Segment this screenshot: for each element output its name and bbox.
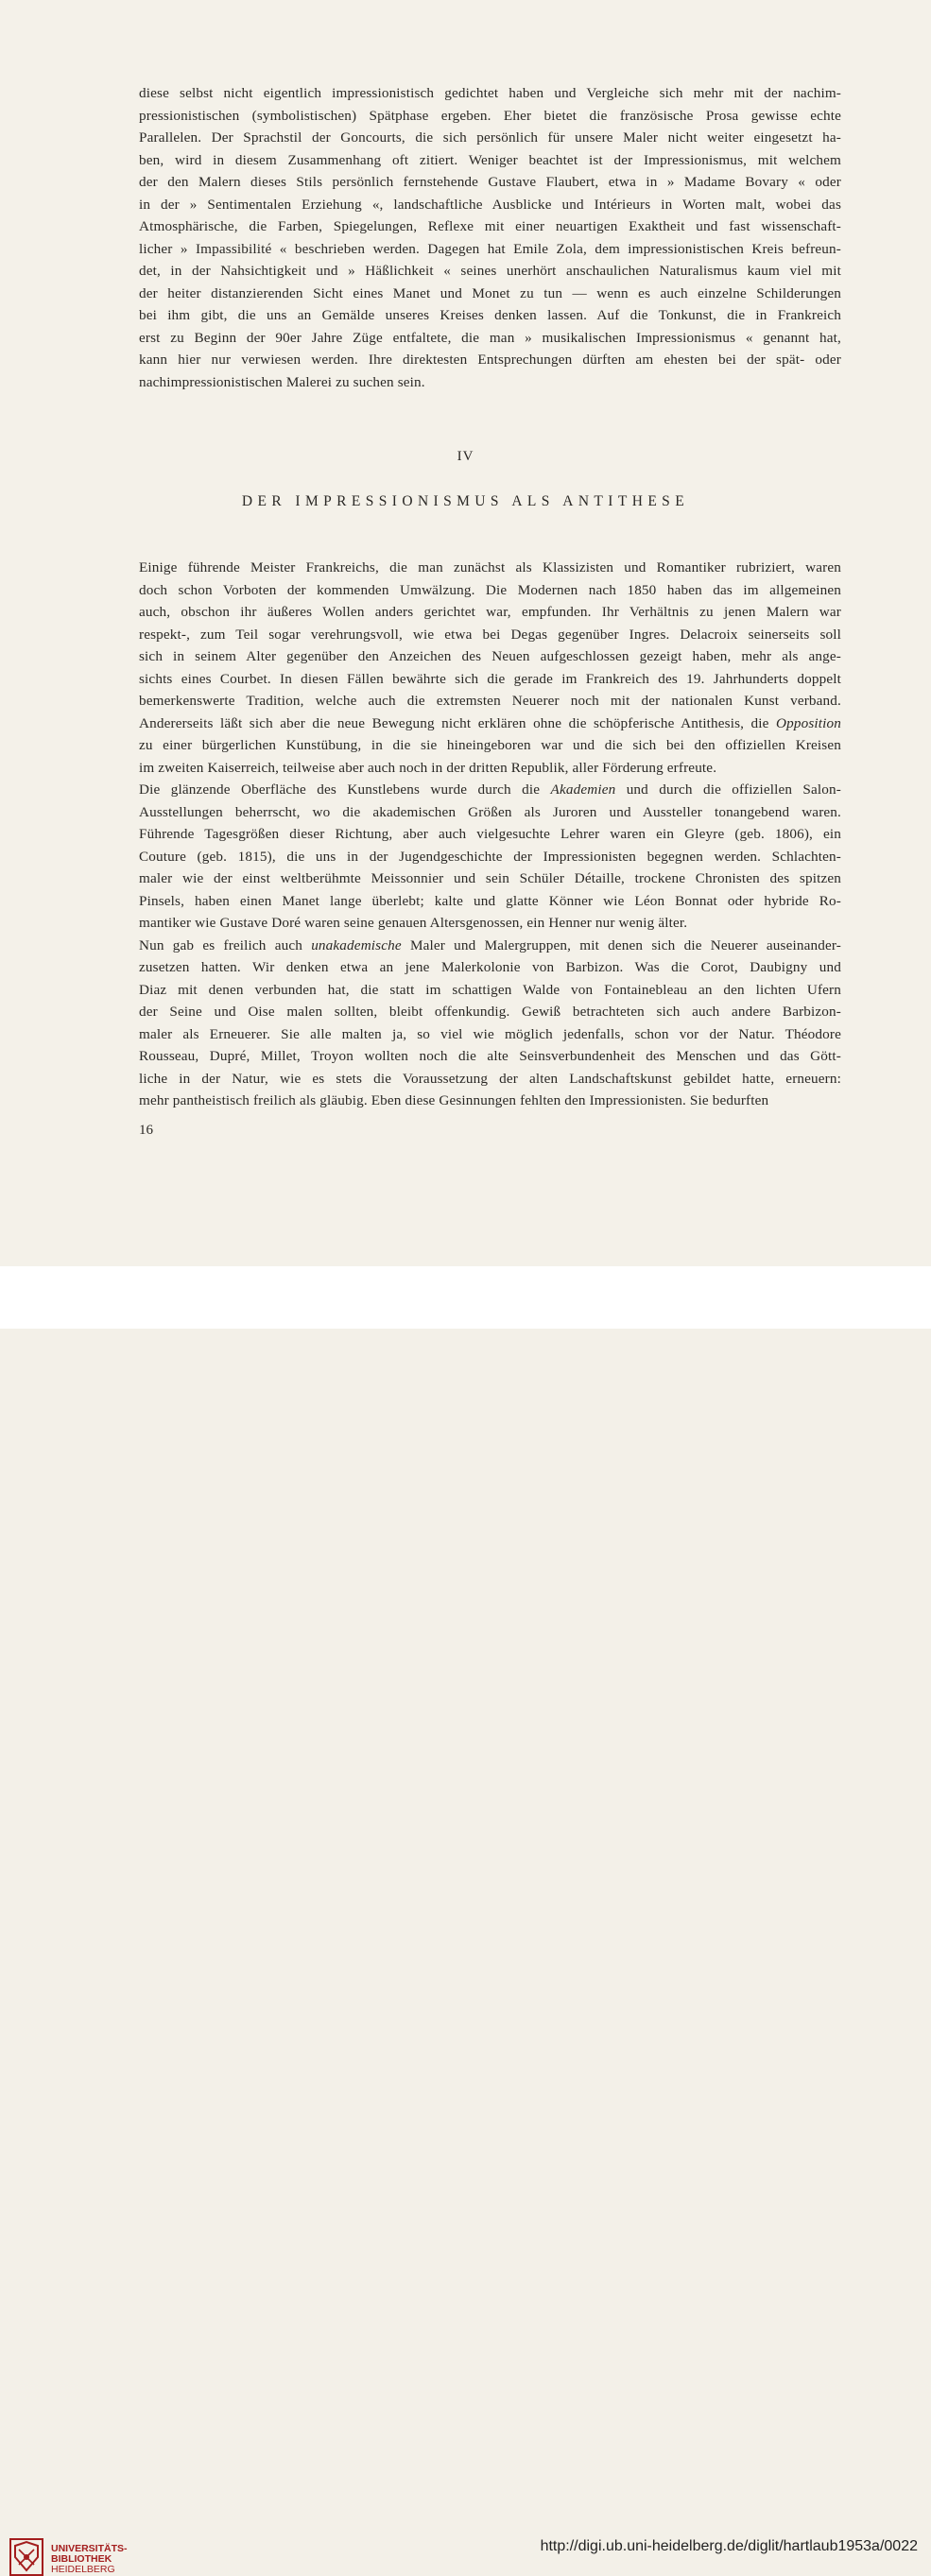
text-line: zusetzen hatten. Wir denken etwa an jene Malerkolonie von Barbizon. Was die Corot, Daubigny und (139, 959, 841, 975)
text-line: diese selbst nicht eigentlich impressionistisch gedichtet haben und Vergleiche sich mehr mit der nachim- (139, 85, 841, 101)
text-line: det, in der Nahsichtigkeit und » Häßlichkeit « seines unerhört anschaulichen Naturalismus kaum viel mit (139, 263, 841, 279)
book-page (0, 0, 931, 1266)
text-line: Nun gab es freilich auch unakademische Maler und Malergruppen, mit denen sich die Neuerer auseinander- (139, 936, 841, 953)
library-logo-text (51, 2544, 128, 2575)
text-line: Die glänzende Oberfläche des Kunstlebens wurde durch die Akademien und durch die offiziellen Salon- (139, 781, 841, 798)
text-line: im zweiten Kaiserreich, teilweise aber auch noch in der dritten Republik, aller Förderung erfreute. (139, 759, 717, 776)
university-seal-icon (9, 2538, 43, 2576)
text-line: bemerkenswerte Tradition, welche auch die extremsten Neuerer noch mit der nationalen Kunst verband. (139, 693, 841, 709)
text-line: Ausstellungen beherrscht, wo die akademischen Größen als Juroren und Aussteller tonangebend waren. (139, 803, 841, 820)
text-line: maler wie der einst weltberühmte Meissonnier und sein Schüler Détaille, trockene Chronisten des spitzen (139, 870, 841, 886)
text-line: Parallelen. Der Sprachstil der Goncourts, die sich persönlich für unsere Maler nicht weiter eingesetzt ha- (139, 129, 841, 146)
text-line: Führende Tagesgrößen dieser Richtung, aber auch vielgesuchte Lehrer waren ein Gleyre (geb. 1806), ein (139, 826, 841, 842)
text-line: maler als Erneuerer. Sie alle malten ja, so viel wie möglich jedenfalls, schon vor der Natur. Théodore (139, 1025, 841, 1042)
source-url-link[interactable]: http://digi.ub.uni-heidelberg.de/diglit/hartlaub1953a/0022 (540, 2538, 918, 2554)
text-line: bei ihm gibt, die uns an Gemälde unseres Kreises denken lassen. Auf die Tonkunst, die in Frankreich (139, 307, 841, 323)
text-line: pressionistischen (symbolistischen) Spätphase ergeben. Eher bietet die französische Prosa gewisse echte (139, 107, 841, 124)
text-line: erst zu Beginn der 90er Jahre Züge entfaltete, die man » musikalischen Impressionismus « genannt hat, (139, 329, 841, 346)
text-line: Einige führende Meister Frankreichs, die man zunächst als Klassizisten und Romantiker rubriziert, waren (139, 559, 841, 575)
text-line: Rousseau, Dupré, Millet, Troyon wollten noch die alte Seinsverbundenheit des Menschen und das Gött- (139, 1048, 841, 1064)
footer-bar (0, 1266, 931, 2575)
library-name-line-1: UNIVERSITÄTS- (51, 2543, 128, 2554)
text-line: mehr pantheistisch freilich als gläubig. Eben diese Gesinnungen fehlten den Impressionisten. Sie bedurften (139, 1092, 769, 1108)
section-number: IV (457, 449, 474, 464)
text-line: respekt-, zum Teil sogar verehrungsvoll, wie etwa bei Degas gegenüber Ingres. Delacroix seinerseits soll (139, 626, 841, 643)
text-line: Diaz mit denen verbunden hat, die statt im schattigen Walde von Fontainebleau an den lichten Ufern (139, 981, 841, 998)
text-line: der Seine und Oise malen sollten, bleibt offenkundig. Gewiß betrachteten sich auch andere Barbizon- (139, 1004, 841, 1020)
text-line: zu einer bürgerlichen Kunstübung, in die sie hineingeboren war und die sich bei den offiziellen Kreisen (139, 737, 841, 753)
text-line: der heiter distanzierenden Sicht eines Manet und Monet zu tun — wenn es auch einzelne Schilderungen (139, 284, 841, 301)
text-line: Atmosphärische, die Farben, Spiegelungen, Reflexe mit einer neuartigen Exaktheit und fast wissenschaft- (139, 218, 841, 234)
text-line: licher » Impassibilité « beschrieben werden. Dagegen hat Emile Zola, dem impressionistischen Kreis befreun- (139, 240, 841, 257)
library-name-line-3: HEIDELBERG (51, 2564, 115, 2575)
text-line: Pinsels, haben einen Manet lange überlebt; kalte und glatte Könner wie Léon Bonnat oder hybride Ro- (139, 892, 841, 909)
text-line: sichts eines Courbet. In diesen Fällen bewährte sich die gerade im Frankreich des 19. Jahrhunderts doppelt (139, 670, 841, 687)
text-line: mantiker wie Gustave Doré waren seine genauen Altersgenossen, ein Henner nur wenig älter. (139, 915, 688, 931)
text-line: kann hier nur verwiesen werden. Ihre direktesten Entsprechungen dürften am ehesten bei der spät- oder (139, 352, 841, 368)
text-line: auch, obschon ihr äußeres Wollen anders gerichtet war, empfunden. Ihr Verhältnis zu jenen Malern war (139, 604, 841, 620)
text-line: der den Malern dieses Stils persönlich fernstehende Gustave Flaubert, etwa in » Madame Bovary « oder (139, 174, 841, 190)
section-title: DER IMPRESSIONISMUS ALS ANTITHESE (241, 493, 690, 509)
text-line: liche in der Natur, wie es stets die Voraussetzung der alten Landschaftskunst gebildet hatte, erneuern: (139, 1070, 841, 1087)
text-line: ben, wird in diesem Zusammenhang oft zitiert. Weniger beachtet ist der Impressionismus, mit welchem (139, 151, 841, 168)
text-line: Couture (geb. 1815), die uns in der Jugendgeschichte der Impressionisten begegnen werden. Schlachten- (139, 848, 841, 865)
text-line: Andererseits läßt sich aber die neue Bewegung nicht erklären ohne die schöpferische Antithesis, die Opposition (139, 714, 841, 731)
text-line: sich in seinem Alter gegenüber den Anzeichen des Neuen aufgeschlossen gezeigt haben, mehr als ange- (139, 648, 841, 664)
text-line: nachimpressionistischen Malerei zu suchen sein. (139, 373, 425, 390)
paragraph-1 (139, 82, 841, 393)
text-line: doch schon Vorboten der kommenden Umwälzung. Die Modernen nach 1850 haben das im allgemeinen (139, 581, 841, 598)
text-line: in der » Sentimentalen Erziehung «, landschaftliche Ausblicke und Intérieurs in Worten malt, wobei das (139, 196, 841, 213)
page-number: 16 (139, 1123, 153, 1138)
paragraph-2 (139, 557, 841, 1112)
library-name-line-2: BIBLIOTHEK (51, 2553, 112, 2565)
